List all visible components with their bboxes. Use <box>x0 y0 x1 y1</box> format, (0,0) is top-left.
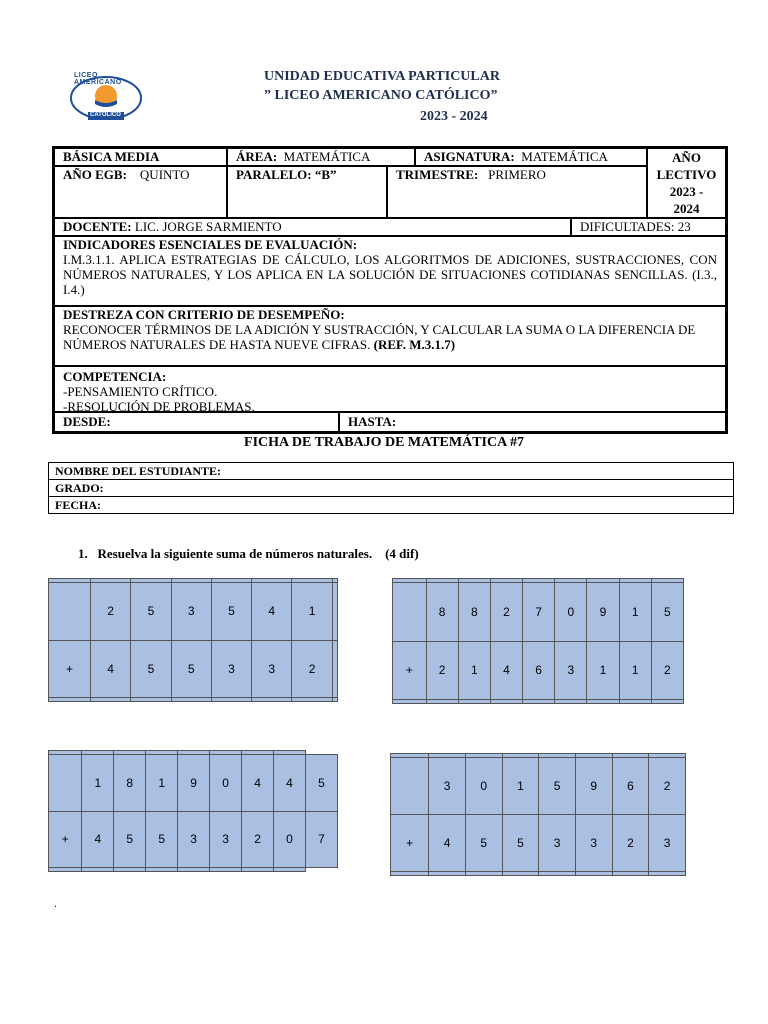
ficha-title: FICHA DE TRABAJO DE MATEMÁTICA #7 <box>244 435 524 450</box>
student-date-label: FECHA: <box>55 498 101 512</box>
competencia-cell <box>54 366 726 412</box>
grid-cell[interactable] <box>575 872 612 876</box>
anio-lectivo-4: 2024 <box>673 201 700 216</box>
anio-lectivo-cell <box>647 148 726 218</box>
grid-cell: 8 <box>114 754 146 811</box>
question-1 <box>78 546 419 562</box>
trimestre-value: PRIMERO <box>488 167 546 182</box>
anio-lectivo-3: 2023 - <box>669 184 704 199</box>
grid-row <box>391 757 686 814</box>
competencia-1: -PENSAMIENTO CRÍTICO. <box>63 384 218 399</box>
grid-row <box>393 700 684 704</box>
grid-cell[interactable] <box>426 700 458 704</box>
area-value: MATEMÁTICA <box>283 149 371 164</box>
destreza-cell <box>54 306 726 366</box>
destreza-title: DESTREZA CON CRITERIO DE DESEMPEÑO: <box>63 307 345 322</box>
grid-cell[interactable] <box>49 698 91 702</box>
grid-cell: 8 <box>458 582 490 641</box>
grid-cell[interactable] <box>178 868 210 872</box>
question-text: Resuelva la siguiente suma de números naturales. <box>97 546 373 561</box>
grid-cell: 8 <box>426 582 458 641</box>
grid-row <box>391 872 686 876</box>
grid-cell[interactable] <box>114 868 146 872</box>
grid-cell[interactable] <box>82 868 114 872</box>
competencia-2: -RESOLUCIÓN DE PROBLEMAS. <box>63 399 255 412</box>
grid-cell: + <box>393 641 427 700</box>
grid-cell: 4 <box>91 640 131 698</box>
grid-row <box>393 582 684 641</box>
trimestre-cell <box>387 166 647 218</box>
addition-grid-4 <box>390 753 686 876</box>
grid-cell[interactable] <box>490 700 522 704</box>
grid-cell: 2 <box>91 582 131 640</box>
grid-row <box>393 641 684 700</box>
grid-cell: 1 <box>82 754 114 811</box>
grid-cell: 4 <box>274 754 306 811</box>
grid-cell: 3 <box>171 582 211 640</box>
asignatura-label: ASIGNATURA: <box>424 149 515 164</box>
grid-cell: 3 <box>178 811 210 868</box>
grid-cell: 0 <box>210 754 242 811</box>
footer-dot: . <box>54 896 57 910</box>
student-table <box>48 462 734 514</box>
destreza-text: RECONOCER TÉRMINOS DE LA ADICIÓN Y SUSTRACCIÓN, Y CALCULAR LA SUMA O LA DIFERENCIA DE NÚMEROS NATURALES DE HASTA NUEVE CIFRAS. <box>63 322 696 352</box>
grid-cell: 5 <box>465 815 502 872</box>
logo-bottom-text: CATÓLICO <box>90 112 121 118</box>
question-dif: (4 dif) <box>385 546 419 561</box>
grid-cell: + <box>391 815 429 872</box>
grid-cell[interactable] <box>49 868 82 872</box>
grid-cell: 5 <box>131 640 171 698</box>
docente-cell <box>54 218 571 236</box>
grid-cell: 9 <box>575 757 612 814</box>
grid-cell: 2 <box>490 582 522 641</box>
grid-cell: 0 <box>274 811 306 868</box>
grid-cell: 5 <box>146 811 178 868</box>
question-number: 1. <box>78 546 88 561</box>
grid-cell: 1 <box>502 757 539 814</box>
info-table <box>52 146 728 434</box>
grid-cell: 1 <box>619 641 651 700</box>
grid-cell[interactable] <box>146 868 178 872</box>
docente-value: LIC. JORGE SARMIENTO <box>134 219 282 234</box>
grid-cell[interactable] <box>391 872 429 876</box>
grid-cell: 2 <box>649 757 686 814</box>
grid-cell: 5 <box>502 815 539 872</box>
grid-cell[interactable] <box>332 698 337 702</box>
grid-cell: 2 <box>292 640 332 698</box>
student-grade-row[interactable] <box>49 480 733 497</box>
dificultades-cell <box>571 218 726 236</box>
grid-cell: 6 <box>612 757 649 814</box>
grid-cell[interactable] <box>502 872 539 876</box>
grid-row <box>49 868 338 872</box>
grid-cell: 5 <box>171 640 211 698</box>
school-name: ” LICEO AMERICANO CATÓLICO” <box>264 88 498 103</box>
asignatura-cell <box>415 148 647 166</box>
grid-cell: 7 <box>523 582 555 641</box>
grid-cell: 7 <box>305 811 337 868</box>
student-name-label: NOMBRE DEL ESTUDIANTE: <box>55 464 222 478</box>
grid-cell[interactable] <box>555 700 587 704</box>
grid-cell: 3 <box>211 640 251 698</box>
grid-cell: 4 <box>490 641 522 700</box>
area-cell <box>227 148 415 166</box>
grid-cell: 4 <box>429 815 466 872</box>
nivel-value: BÁSICA MEDIA <box>63 149 160 164</box>
trimestre-label: TRIMESTRE: <box>396 167 479 182</box>
student-grade-label: GRADO: <box>55 481 104 495</box>
addition-grid-2 <box>392 578 684 704</box>
grid-cell: 3 <box>429 757 466 814</box>
indicadores-text: I.M.3.1.1. APLICA ESTRATEGIAS DE CÁLCULO, LOS ALGORITMOS DE ADICIONES, SUSTRACCIONES, CON NÚMEROS NATURALES, Y LOS APLICA EN LA SOLUCIÓN DE SITUACIONES COTIDIANAS SENCILLAS. (I.3., I.4.) <box>63 252 717 297</box>
student-date-row[interactable] <box>49 497 733 514</box>
grid-cell[interactable] <box>587 700 619 704</box>
school-year: 2023 - 2024 <box>420 109 488 124</box>
grid-cell[interactable] <box>465 872 502 876</box>
grid-cell[interactable] <box>619 700 651 704</box>
grid-cell: 3 <box>555 641 587 700</box>
asignatura-value: MATEMÁTICA <box>521 149 608 164</box>
destreza-ref: (REF. M.3.1.7) <box>373 337 456 352</box>
grid-cell: 5 <box>131 582 171 640</box>
grid-cell: 3 <box>252 640 292 698</box>
docente-label: DOCENTE: <box>63 219 132 234</box>
egb-value: QUINTO <box>139 167 190 182</box>
grid-cell: 9 <box>178 754 210 811</box>
grid-cell: 2 <box>242 811 274 868</box>
grid-cell: + <box>49 811 82 868</box>
anio-lectivo-2: LECTIVO <box>656 167 717 182</box>
nivel-cell <box>54 148 227 166</box>
grid-cell[interactable] <box>429 872 466 876</box>
dificultades-value: DIFICULTADES: 23 <box>580 219 691 234</box>
grid-cell[interactable] <box>211 698 251 702</box>
indicadores-title: INDICADORES ESENCIALES DE EVALUACIÓN: <box>63 237 358 252</box>
grid-cell[interactable] <box>131 698 171 702</box>
grid-cell: 1 <box>458 641 490 700</box>
egb-label: AÑO EGB: <box>63 167 127 182</box>
grid-row <box>49 698 338 702</box>
egb-cell <box>54 166 227 218</box>
grid-cell[interactable] <box>539 872 576 876</box>
grid-cell[interactable] <box>171 698 211 702</box>
grid-cell: 3 <box>539 815 576 872</box>
grid-row <box>49 754 338 811</box>
grid-cell[interactable] <box>458 700 490 704</box>
grid-row <box>49 811 338 868</box>
addition-grid-3 <box>48 750 338 872</box>
grid-cell: 4 <box>242 754 274 811</box>
grid-cell: 4 <box>252 582 292 640</box>
grid-row <box>391 815 686 872</box>
grid-cell: 2 <box>612 815 649 872</box>
grid-cell[interactable] <box>252 698 292 702</box>
grid-cell: + <box>49 640 91 698</box>
logo-top-text: LICEO AMERICANO <box>74 72 122 86</box>
grid-cell: 9 <box>587 582 619 641</box>
grid-cell[interactable] <box>292 698 332 702</box>
competencia-title: COMPETENCIA: <box>63 369 167 384</box>
grid-cell: 6 <box>523 641 555 700</box>
indicadores-cell <box>54 236 726 306</box>
grid-cell: 0 <box>465 757 502 814</box>
grid-cell: 2 <box>651 641 683 700</box>
school-logo <box>68 74 144 122</box>
paralelo-cell <box>227 166 387 218</box>
grid-row <box>49 582 338 640</box>
grid-cell <box>49 582 91 640</box>
grid-cell[interactable] <box>649 872 686 876</box>
grid-cell: 5 <box>305 754 337 811</box>
grid-cell[interactable] <box>242 868 274 872</box>
grid-cell: 1 <box>146 754 178 811</box>
grid-cell: 5 <box>651 582 683 641</box>
grid-cell <box>332 640 337 698</box>
grid-cell[interactable] <box>393 700 427 704</box>
grid-cell: 2 <box>426 641 458 700</box>
grid-cell: 1 <box>292 582 332 640</box>
grid-cell <box>49 754 82 811</box>
grid-cell[interactable] <box>523 700 555 704</box>
grid-cell: 4 <box>82 811 114 868</box>
grid-cell[interactable] <box>612 872 649 876</box>
student-name-row[interactable] <box>49 463 733 480</box>
grid-cell: 5 <box>539 757 576 814</box>
paralelo-label: PARALELO: “B” <box>236 167 337 182</box>
grid-cell[interactable] <box>274 868 306 872</box>
grid-cell: 1 <box>619 582 651 641</box>
grid-cell[interactable] <box>91 698 131 702</box>
anio-lectivo-1: AÑO <box>672 150 701 165</box>
grid-cell: 1 <box>587 641 619 700</box>
addition-grid-1 <box>48 578 338 702</box>
school-type: UNIDAD EDUCATIVA PARTICULAR <box>264 69 500 84</box>
grid-cell: 5 <box>211 582 251 640</box>
area-label: ÁREA: <box>236 149 278 164</box>
hasta-cell <box>339 412 726 432</box>
grid-cell <box>391 757 429 814</box>
grid-cell: 3 <box>210 811 242 868</box>
grid-row <box>49 640 338 698</box>
grid-cell[interactable] <box>651 700 683 704</box>
grid-cell: 3 <box>649 815 686 872</box>
grid-cell: 3 <box>575 815 612 872</box>
grid-cell: 0 <box>555 582 587 641</box>
hasta-label: HASTA: <box>348 414 397 429</box>
desde-cell <box>54 412 339 432</box>
grid-cell[interactable] <box>210 868 242 872</box>
grid-cell <box>332 582 337 640</box>
grid-cell <box>393 582 427 641</box>
desde-label: DESDE: <box>63 414 111 429</box>
grid-cell: 5 <box>114 811 146 868</box>
